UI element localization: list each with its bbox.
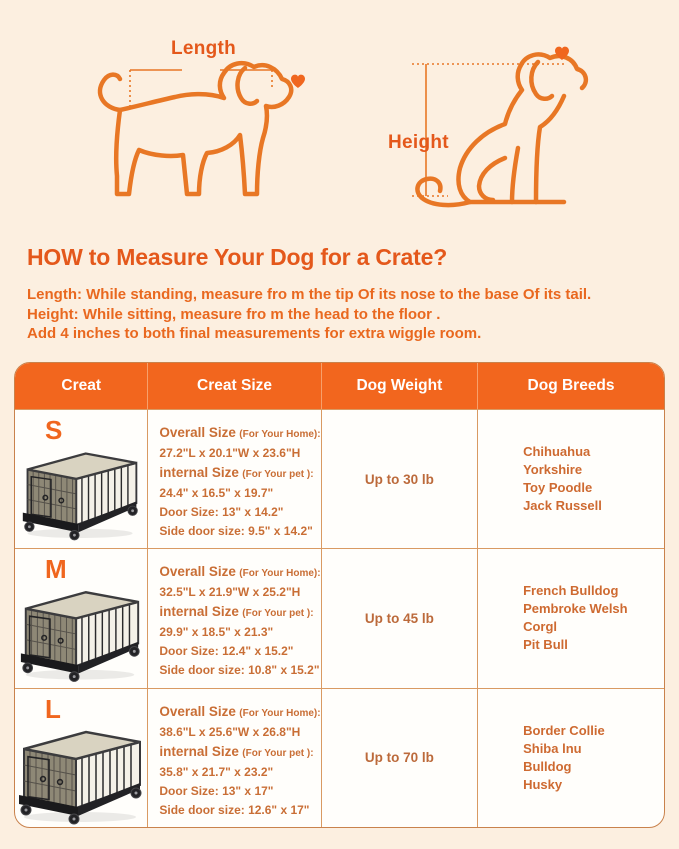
overall-size-value: 32.5"L x 21.9"W x 25.2"H <box>159 585 301 600</box>
crate-cell-medium <box>15 549 147 687</box>
breed-item: Border Collie <box>523 722 605 738</box>
header-dog-weight: Dog Weight <box>321 363 477 409</box>
breeds-cell-medium <box>477 549 664 687</box>
side-door-size: Side door size: 10.8" x 15.2" <box>159 663 320 678</box>
breed-item: French Bulldog <box>523 583 619 599</box>
weight-value: Up to 70 lb <box>364 750 434 766</box>
breeds-cell-large <box>477 689 664 827</box>
crate-size-table <box>14 362 665 828</box>
internal-size-label: internal Size <box>159 465 239 480</box>
height-figure <box>378 24 613 224</box>
instruction-height: Height: While sitting, measure fro m the head to the floor . <box>27 305 441 323</box>
door-size: Door Size: 12.4" x 15.2" <box>159 644 294 659</box>
breed-item: Corgl <box>523 619 558 635</box>
size-letter: M <box>45 554 67 585</box>
door-size: Door Size: 13" x 17" <box>159 783 274 798</box>
page-title: HOW to Measure Your Dog for a Crate? <box>27 244 448 270</box>
internal-size-value: 29.9" x 18.5" x 21.3" <box>159 625 274 640</box>
table-header-row <box>15 363 664 409</box>
breed-item: Pit Bull <box>523 637 568 653</box>
size-cell-small <box>147 410 320 548</box>
breed-item: Husky <box>523 776 563 792</box>
internal-size-suffix: (For Your pet ): <box>242 747 314 759</box>
instruction-wiggle-room: Add 4 inches to both final measurements for extra wiggle room. <box>27 325 482 342</box>
overall-size-value: 38.6"L x 25.6"W x 26.8"H <box>159 724 301 739</box>
breeds-cell-small <box>477 410 664 548</box>
weight-cell-medium <box>321 549 477 687</box>
breed-item: Toy Poodle <box>523 480 593 496</box>
crate-photo <box>20 442 142 542</box>
overall-size-label: Overall Size <box>159 703 236 719</box>
internal-size-suffix: (For Your pet ): <box>242 608 314 620</box>
height-label: Height <box>388 132 449 153</box>
size-letter: S <box>45 415 63 445</box>
door-size: Door Size: 13" x 14.2" <box>159 505 284 519</box>
length-label: Length <box>170 38 237 59</box>
internal-size-suffix: (For Your pet ): <box>242 469 314 480</box>
weight-cell-large <box>321 689 477 827</box>
table-row-medium <box>15 548 664 687</box>
instruction-length: Length: While standing, measure fro m the tip Of its nose to the base Of its tail. <box>27 286 592 303</box>
standing-dog-outline <box>100 63 291 194</box>
size-cell-medium <box>147 549 320 687</box>
overall-size-label: Overall Size <box>159 425 236 440</box>
internal-size-label: internal Size <box>159 604 239 620</box>
header-creat-size: Creat Size <box>147 363 320 409</box>
overall-size-suffix: (For Your Home): <box>239 568 321 580</box>
overall-size-value: 27.2"L x 20.1"W x 23.6"H <box>159 446 301 460</box>
side-door-size: Side door size: 9.5" x 14.2" <box>159 524 313 538</box>
overall-size-suffix: (For Your Home): <box>239 429 321 440</box>
size-letter: L <box>45 693 61 724</box>
breed-item: Chihuahua <box>523 444 591 460</box>
breed-item: Shiba lnu <box>523 740 582 756</box>
weight-value: Up to 30 lb <box>364 471 434 487</box>
header-creat: Creat <box>61 377 102 394</box>
heart-icon <box>291 75 305 88</box>
weight-cell-small <box>321 410 477 548</box>
weight-value: Up to 45 lb <box>364 610 434 626</box>
table-row-small <box>15 409 664 548</box>
overall-size-suffix: (For Your Home): <box>239 707 321 719</box>
crate-photo <box>16 721 146 825</box>
table-row-large <box>15 688 664 827</box>
overall-size-label: Overall Size <box>159 564 236 580</box>
breed-item: Yorkshire <box>523 462 583 478</box>
sitting-dog-outline <box>417 54 585 205</box>
crate-photo <box>18 581 144 683</box>
internal-size-value: 24.4" x 16.5" x 19.7" <box>159 486 274 500</box>
breed-item: Pembroke Welsh <box>523 601 628 617</box>
length-figure <box>86 24 321 224</box>
side-door-size: Side door size: 12.6" x 17" <box>159 802 310 817</box>
crate-cell-large <box>15 689 147 827</box>
breed-item: Jack Russell <box>523 498 602 514</box>
measuring-instructions <box>27 286 662 345</box>
breed-item: Bulldog <box>523 758 572 774</box>
internal-size-value: 35.8" x 21.7" x 23.2" <box>159 764 274 779</box>
crate-cell-small <box>15 410 147 548</box>
header-dog-breeds: Dog Breeds <box>477 363 664 409</box>
size-cell-large <box>147 689 320 827</box>
internal-size-label: internal Size <box>159 743 239 759</box>
sitting-dog-illustration <box>378 24 613 224</box>
